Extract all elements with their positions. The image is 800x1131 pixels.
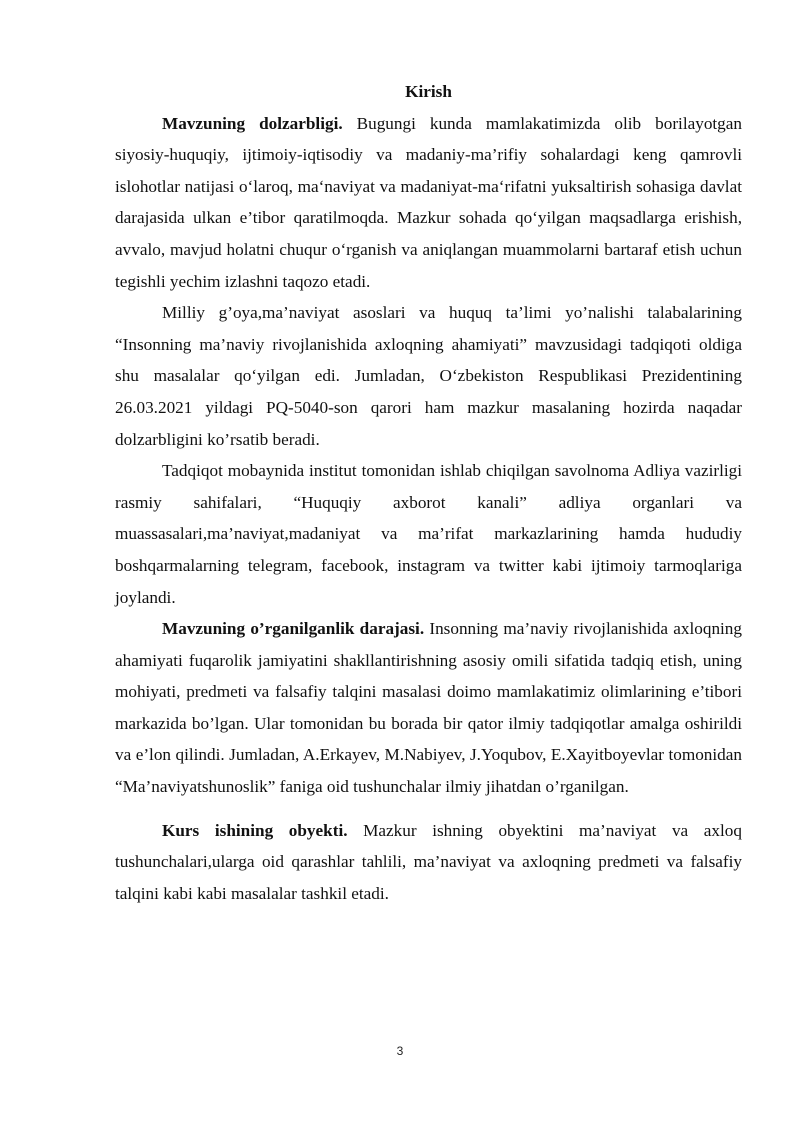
paragraph-lead: Mavzuning dolzarbligi. bbox=[162, 113, 343, 133]
paragraph-lead: Kurs ishining obyekti. bbox=[162, 820, 348, 840]
paragraph-relevance bbox=[115, 108, 742, 298]
paragraph-research-task bbox=[115, 297, 742, 455]
paragraph-text: Bugungi kunda mamlakatimizda olib borilayotgan siyosiy-huquqiy, ijtimoiy-iqtisodiy va madaniy-ma’rifiy sohalardagi keng qamrovli islohotlar natijasi o‘laroq, ma‘naviyat va madaniyat-ma‘rifatni yuksaltirish sohasiga davlat darajasida ulkan e’tibor qaratilmoqda. Mazkur sohada qo‘yilgan maqsadlarga erishish, avvalo, mavjud holatni chuqur o‘rganish va aniqlangan muammolarni bartaraf etish uchun tegishli yechim izlashni taqozo etadi. bbox=[115, 113, 742, 291]
paragraph-lead: Mavzuning o’rganilganlik darajasi. bbox=[162, 619, 425, 639]
page-title: Kirish bbox=[405, 82, 452, 101]
paragraph-survey bbox=[115, 455, 742, 613]
page-number: 3 bbox=[396, 1044, 404, 1058]
page-body bbox=[115, 76, 742, 909]
paragraph-text: Insonning ma’naviy rivojlanishida axloqning ahamiyati fuqarolik jamiyatini shakllantirishning asosiy omili sifatida tadqiq etish, uning mohiyati, predmeti va falsafiy talqini masalasi doimo mamlakatimiz olimlarining e’tibori markazida bo’lgan. Ular tomonidan bu borada bir qator ilmiy tadqiqotlar amalga oshirildi va e’lon qilindi. Jumladan, A.Erkayev, M.Nabiyev, J.Yoqubov, E.Xayitboyevlar tomonidan “Ma’naviyatshunoslik” faniga oid tushunchalar ilmiy jihatdan o’rganilgan. bbox=[115, 619, 742, 797]
paragraph-text: Mazkur ishning obyektini ma’naviyat va axloq tushunchalari,ularga oid qarashlar tahlili, ma’naviyat va axloqning predmeti va falsafiy talqini kabi kabi masalalar tashkil etadi. bbox=[115, 820, 742, 903]
paragraph-text: Tadqiqot mobaynida institut tomonidan ishlab chiqilgan savolnoma Adliya vazirligi rasmiy sahifalari, “Huquqiy axborot kanali” adliya organlari va muassasalari,ma’naviyat,madaniyat va ma’rifat markazlarining hamda hududiy boshqarmalarning telegram, facebook, instagram va twitter kabi ijtimoiy tarmoqlariga joylandi. bbox=[115, 461, 742, 607]
paragraph-text: Milliy g’oya,ma’naviyat asoslari va huquq ta’limi yo’nalishi talabalarining “Insonning ma’naviy rivojlanishida axloqning ahamiyati” mavzusidagi tadqiqoti oldiga shu masalalar qo‘yilgan edi. Jumladan, O‘zbekiston Respublikasi Prezidentining 26.03.2021 yildagi PQ-5040-son qarori ham mazkur masalaning hozirda naqadar dolzarbligini ko’rsatib beradi. bbox=[115, 303, 742, 449]
paragraph-object bbox=[115, 815, 742, 910]
paragraph-study-level bbox=[115, 613, 742, 803]
